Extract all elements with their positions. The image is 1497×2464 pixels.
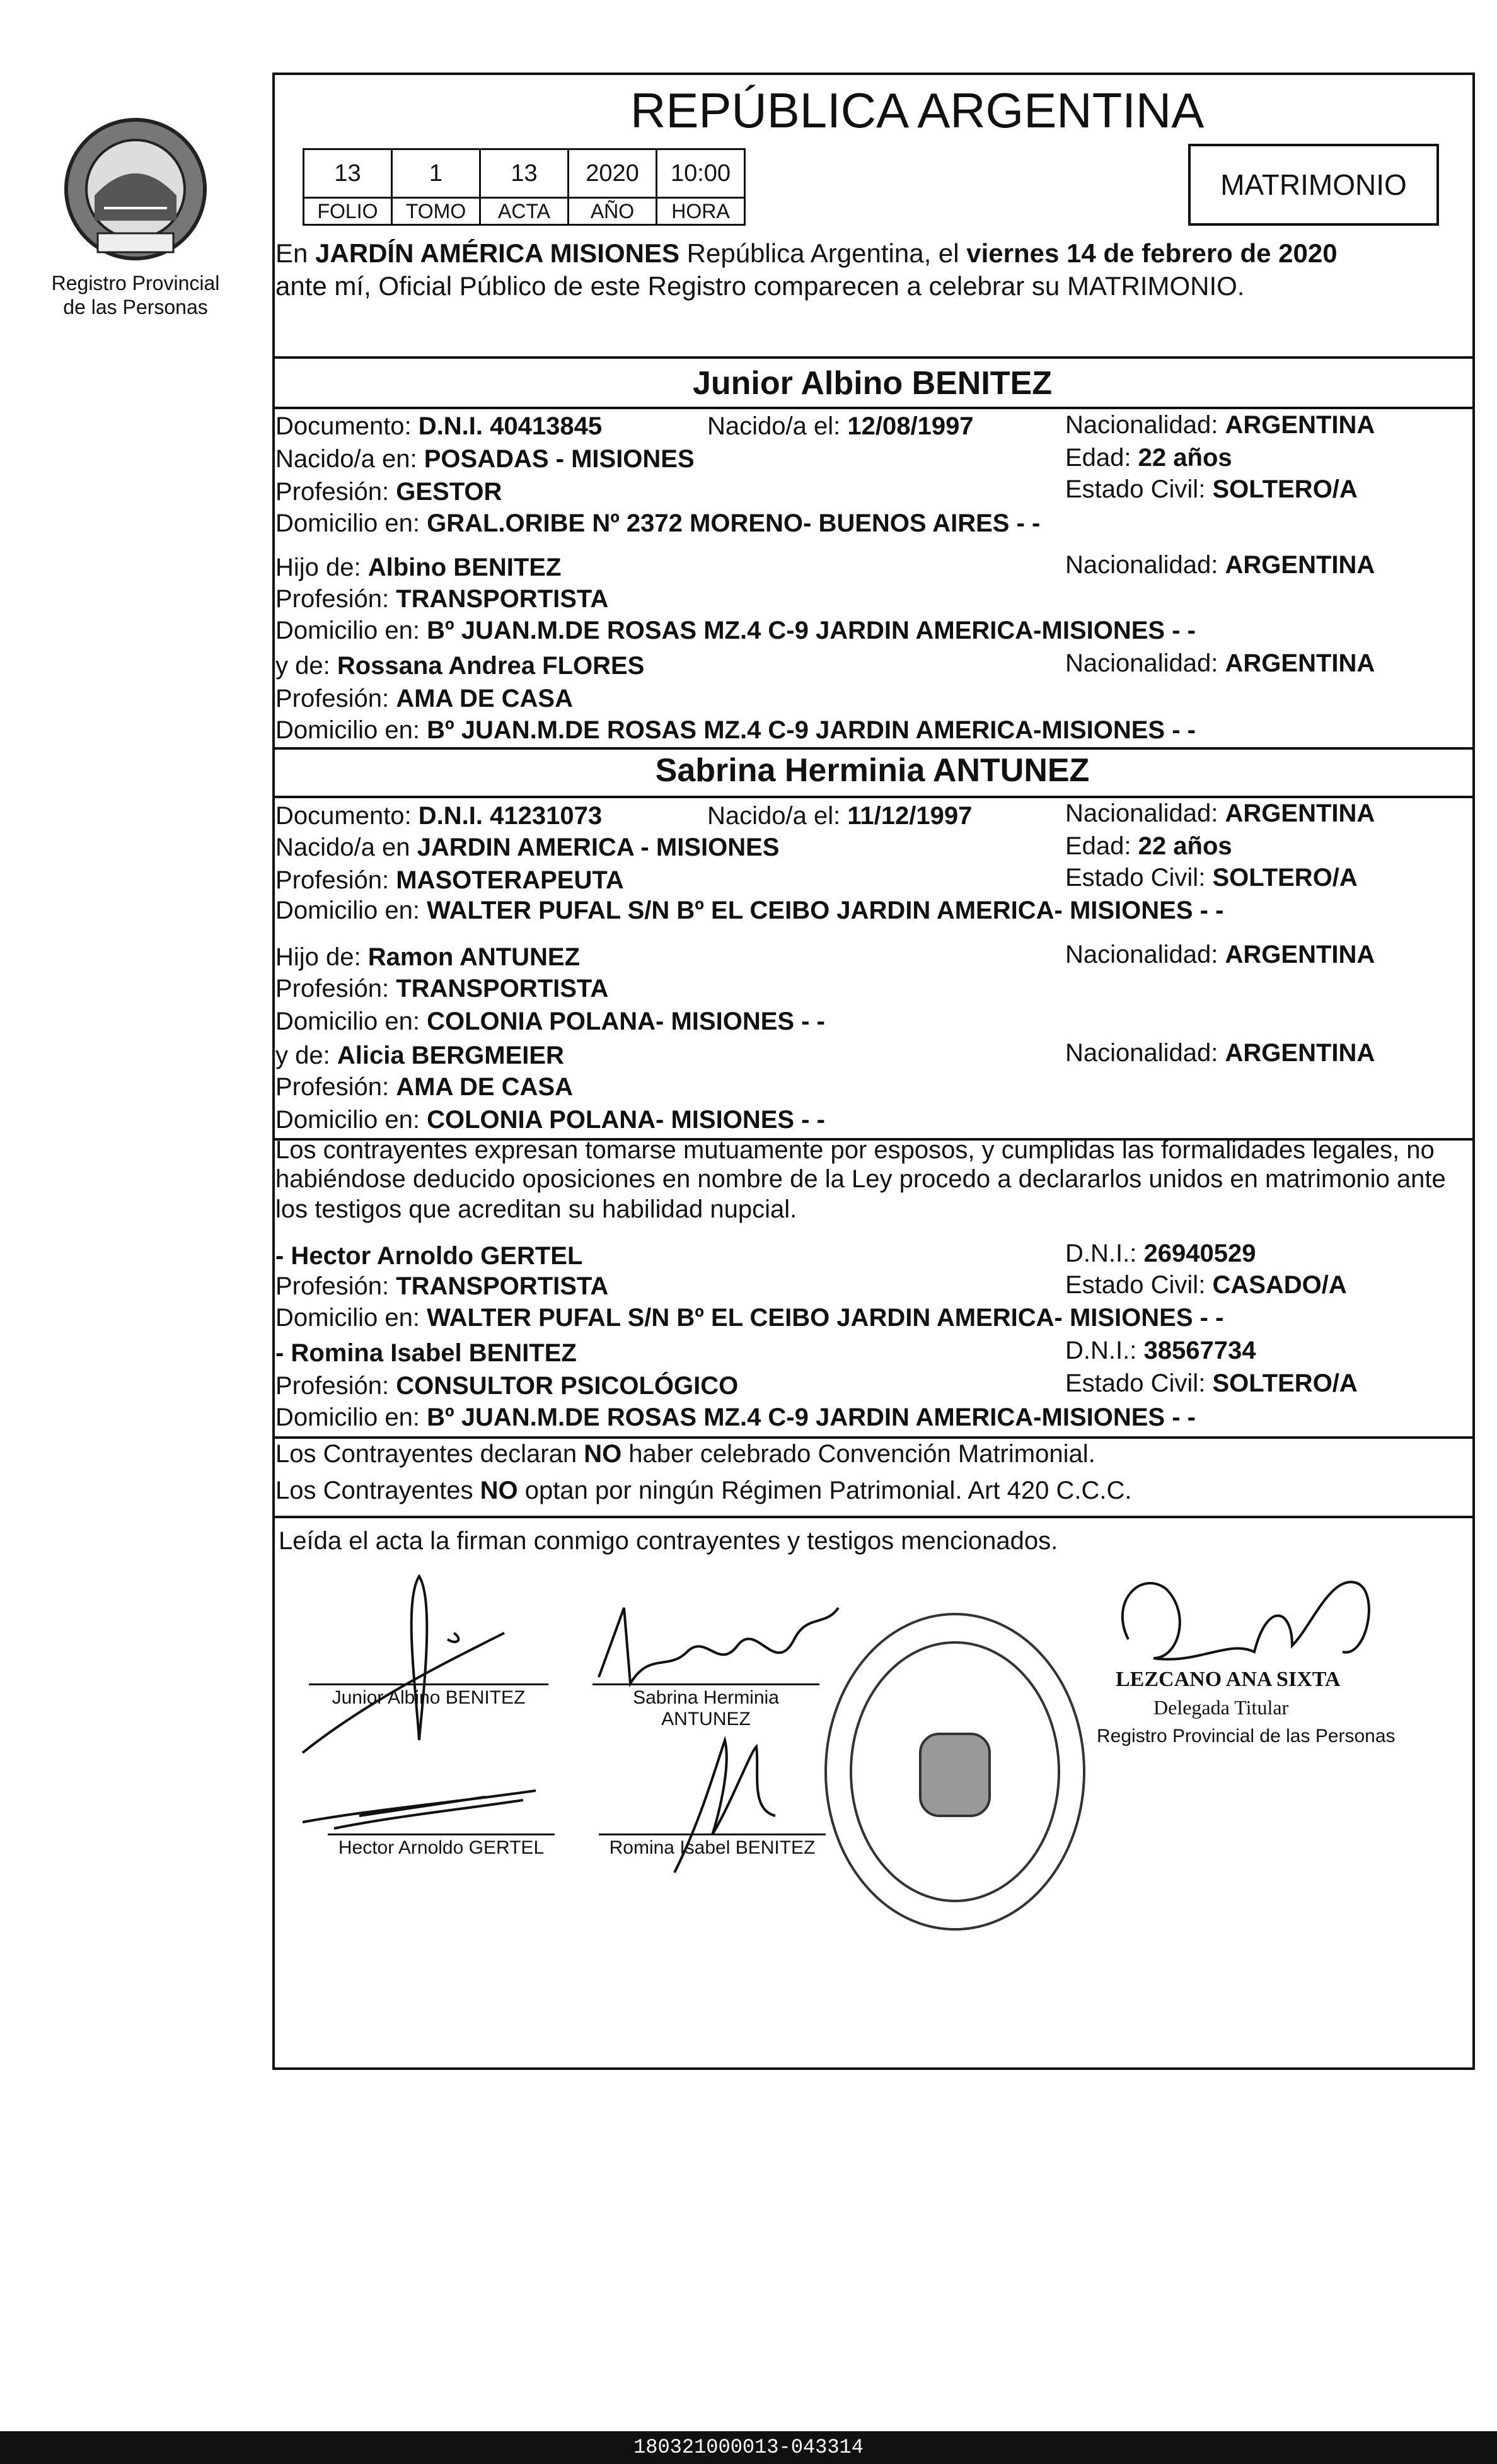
c2-mother-nat (1065, 1038, 1375, 1068)
age-label: Edad: (1065, 444, 1131, 472)
prof-label: Profesión: (275, 478, 390, 506)
c1-mother-dom-value: Bº JUAN.M.DE ROSAS MZ.4 C-9 JARDIN AMERICA-MISIONES - - (427, 716, 1196, 744)
c1-born-value: 12/08/1997 (847, 412, 974, 440)
prof-label: Profesión: (275, 1073, 390, 1101)
c2-mother-dom-value: COLONIA POLANA- MISIONES - - (427, 1106, 825, 1134)
dom-label: Domicilio en: (275, 1008, 420, 1035)
intro-line2: ante mí, Oficial Público de este Registro comparecen a celebrar su MATRIMONIO. (275, 271, 1245, 301)
c2-father-prof-value: TRANSPORTISTA (396, 975, 609, 1002)
official-stamp (819, 1608, 1090, 1936)
w1-civil-value: CASADO/A (1212, 1271, 1347, 1299)
intro-line1 (275, 238, 1338, 269)
witness1-name: - Hector Arnoldo GERTEL (275, 1242, 583, 1270)
c1-dom-value: GRAL.ORIBE Nº 2372 MORENO- BUENOS AIRES - - (427, 509, 1041, 537)
acta-label: ACTA (480, 198, 569, 225)
c2-doc-value: D.N.I. 41231073 (418, 802, 603, 830)
signature-scribble-3 (296, 1784, 561, 1835)
c1-mother-nat-value: ARGENTINA (1225, 649, 1375, 677)
closing-text: Leída el acta la firman conmigo contrayentes y testigos mencionados. (279, 1527, 1058, 1555)
born-label: Nacido/a el: (707, 802, 841, 830)
signature-line (592, 1683, 819, 1685)
c2-father-nat-value: ARGENTINA (1225, 941, 1375, 968)
registry-table (303, 148, 746, 226)
prof-label: Profesión: (275, 1372, 390, 1400)
anio-value: 2020 (569, 149, 657, 198)
father-label: Hijo de: (275, 554, 361, 581)
w2-dom-value: Bº JUAN.M.DE ROSAS MZ.4 C-9 JARDIN AMERICA-MISIONES - - (427, 1403, 1196, 1431)
w1-civil (1065, 1270, 1347, 1300)
nat-label: Nacionalidad: (1065, 551, 1218, 579)
mother-label: y de: (275, 1042, 330, 1069)
signature-line (309, 1683, 548, 1685)
c1-mother-dom (275, 715, 1196, 745)
dom-label: Domicilio en: (275, 1304, 420, 1332)
c1-father-prof (275, 584, 608, 614)
dom-label: Domicilio en: (275, 716, 420, 744)
dni-label: D.N.I.: (1065, 1240, 1137, 1267)
province-logo (60, 113, 211, 265)
nat-label: Nacionalidad: (1065, 941, 1218, 968)
logo-caption (35, 271, 236, 319)
signature-label-2b: ANTUNEZ (661, 1709, 751, 1729)
w1-dom-value: WALTER PUFAL S/N Bº EL CEIBO JARDIN AMERICA- MISIONES - - (427, 1304, 1224, 1332)
c2-nat-value: ARGENTINA (1225, 799, 1375, 827)
c2-birthplace-value: JARDIN AMERICA - MISIONES (417, 834, 780, 861)
c1-doc-value: D.N.I. 40413845 (418, 412, 603, 440)
c2-civil-value: SOLTERO/A (1212, 864, 1358, 892)
birthplace-label: Nacido/a en (275, 834, 410, 861)
w2-dni-value: 38567734 (1143, 1337, 1256, 1364)
c2-nat (1065, 798, 1375, 828)
w1-prof (275, 1271, 608, 1301)
c2-mother (275, 1040, 564, 1071)
doc-label: Documento: (275, 412, 412, 440)
signature-label-2a: Sabrina Herminia (633, 1687, 779, 1708)
c1-father-value: Albino BENITEZ (367, 554, 562, 581)
c1-father (275, 552, 561, 583)
c1-born (707, 411, 974, 441)
hora-label: HORA (657, 198, 745, 225)
c2-civil (1065, 863, 1358, 893)
c1-father-nat-value: ARGENTINA (1225, 551, 1375, 579)
signature-line (328, 1833, 555, 1835)
c1-father-dom (275, 615, 1196, 646)
prof-label: Profesión: (275, 585, 390, 613)
declaration-line2: habiéndose deducido oposiciones en nombre de la Ley procedo a declararlos unidos en matrimonio ante (275, 1165, 1446, 1193)
signature-label-4: Romina Isabel BENITEZ (609, 1837, 816, 1858)
c1-birthplace (275, 444, 695, 474)
c2-born-value: 11/12/1997 (847, 802, 973, 830)
c2-age-value: 22 años (1138, 832, 1232, 860)
dom-label: Domicilio en: (275, 1403, 420, 1431)
c1-nat (1065, 410, 1375, 440)
c1-prof-value: GESTOR (396, 478, 502, 506)
c1-civil-value: SOLTERO/A (1212, 475, 1358, 503)
convention-line1 (275, 1439, 1095, 1469)
dom-label: Domicilio en: (275, 1106, 420, 1134)
w2-dni (1065, 1335, 1256, 1366)
conv-a2: haber celebrado Convención Matrimonial. (621, 1440, 1095, 1468)
c2-age (1065, 831, 1232, 861)
intro-en: En (275, 238, 316, 268)
c1-age-value: 22 años (1138, 444, 1232, 472)
acta-value: 13 (480, 149, 569, 198)
anio-label: AÑO (569, 198, 657, 225)
c2-prof-value: MASOTERAPEUTA (396, 866, 624, 894)
c1-dom (275, 508, 1040, 538)
prof-label: Profesión: (275, 866, 390, 894)
c1-nat-value: ARGENTINA (1225, 411, 1375, 439)
doc-label: Documento: (275, 802, 412, 830)
c2-birthplace (275, 832, 779, 863)
c1-father-dom-value: Bº JUAN.M.DE ROSAS MZ.4 C-9 JARDIN AMERICA-MISIONES - - (427, 617, 1196, 644)
w1-dom (275, 1303, 1223, 1333)
intro-date: viernes 14 de febrero de 2020 (966, 238, 1338, 268)
official-name: LEZCANO ANA SIXTA (1116, 1668, 1341, 1691)
c1-mother-value: Rossana Andrea FLORES (337, 652, 645, 680)
c1-age (1065, 443, 1232, 473)
conv-a1: Los Contrayentes declaran (275, 1440, 584, 1468)
civil-label: Estado Civil: (1065, 475, 1206, 503)
contrayente2-name: Sabrina Herminia ANTUNEZ (655, 752, 1090, 789)
logo-caption-line2: de las Personas (63, 296, 208, 318)
intro-mid: República Argentina, el (679, 238, 967, 268)
w2-prof-value: CONSULTOR PSICOLÓGICO (396, 1372, 739, 1400)
c2-born (707, 801, 972, 831)
c1-father-prof-value: TRANSPORTISTA (396, 585, 609, 613)
c1-prof (275, 477, 502, 507)
nat-label: Nacionalidad: (1065, 799, 1218, 827)
c2-mother-nat-value: ARGENTINA (1225, 1039, 1375, 1067)
w1-dni-value: 26940529 (1143, 1240, 1256, 1267)
nat-label: Nacionalidad: (1065, 411, 1218, 439)
conv-b1: Los Contrayentes (275, 1477, 480, 1504)
dom-label: Domicilio en: (275, 617, 420, 644)
w2-civil (1065, 1368, 1358, 1398)
divider (272, 407, 1472, 409)
dom-label: Domicilio en: (275, 897, 420, 924)
folio-value: 13 (304, 149, 392, 198)
logo-caption-line1: Registro Provincial (51, 272, 220, 294)
mother-label: y de: (275, 652, 330, 680)
father-label: Hijo de: (275, 943, 361, 971)
c1-birthplace-value: POSADAS - MISIONES (424, 445, 695, 473)
c2-dom-value: WALTER PUFAL S/N Bº EL CEIBO JARDIN AMERICA- MISIONES - - (427, 897, 1224, 924)
prof-label: Profesión: (275, 1272, 390, 1300)
civil-label: Estado Civil: (1065, 1369, 1206, 1397)
declaration-line3: los testigos que acreditan su habilidad nupcial. (275, 1195, 797, 1223)
page-title: REPÚBLICA ARGENTINA (630, 83, 1205, 138)
c1-mother-prof (275, 683, 573, 714)
c2-father-prof (275, 973, 608, 1004)
intro-place: JARDÍN AMÉRICA MISIONES (315, 238, 679, 268)
witness2-name: - Romina Isabel BENITEZ (275, 1339, 577, 1367)
nat-label: Nacionalidad: (1065, 1039, 1218, 1067)
dom-label: Domicilio en: (275, 509, 420, 537)
divider (272, 1516, 1472, 1518)
c2-mother-prof-value: AMA DE CASA (396, 1073, 573, 1101)
tomo-value: 1 (392, 149, 480, 198)
tomo-label: TOMO (392, 198, 480, 225)
born-label: Nacido/a el: (707, 412, 841, 440)
contrayente1-name: Junior Albino BENITEZ (692, 365, 1053, 402)
divider (272, 356, 1472, 359)
civil-label: Estado Civil: (1065, 864, 1206, 892)
c2-father-dom-value: COLONIA POLANA- MISIONES - - (427, 1008, 825, 1035)
w2-civil-value: SOLTERO/A (1212, 1369, 1358, 1397)
birthplace-label: Nacido/a en: (275, 445, 417, 473)
w1-prof-value: TRANSPORTISTA (396, 1272, 609, 1300)
signature-label-3: Hector Arnoldo GERTEL (338, 1837, 545, 1858)
c2-mother-dom (275, 1105, 825, 1135)
c2-doc (275, 801, 602, 831)
nat-label: Nacionalidad: (1065, 649, 1218, 677)
age-label: Edad: (1065, 832, 1131, 860)
c1-father-nat (1065, 550, 1375, 580)
c1-mother-nat (1065, 648, 1375, 678)
c2-father-nat (1065, 939, 1375, 970)
document-code: 180321000013-043314 (0, 2431, 1497, 2464)
civil-label: Estado Civil: (1065, 1271, 1206, 1299)
c1-mother (275, 651, 644, 681)
c1-civil (1065, 474, 1358, 504)
folio-label: FOLIO (304, 198, 392, 225)
c1-mother-prof-value: AMA DE CASA (396, 685, 573, 712)
conv-b-bold: NO (480, 1477, 518, 1504)
conv-b2: optan por ningún Régimen Patrimonial. Art 420 C.C.C. (517, 1477, 1132, 1504)
w1-dni (1065, 1238, 1256, 1269)
dni-label: D.N.I.: (1065, 1337, 1137, 1364)
official-role: Delegada Titular (1153, 1696, 1289, 1719)
c2-dom (275, 895, 1223, 926)
w2-dom (275, 1402, 1196, 1432)
w2-prof (275, 1371, 738, 1401)
declaration-line1: Los contrayentes expresan tomarse mutuamente por esposos, y cumplidas las formalidades legales, no (275, 1136, 1435, 1164)
c2-prof (275, 865, 624, 895)
c2-mother-value: Alicia BERGMEIER (337, 1042, 564, 1069)
signature-label-1: Junior Albino BENITEZ (332, 1687, 526, 1708)
divider (272, 747, 1472, 750)
c2-father-dom (275, 1006, 825, 1037)
signature-line (599, 1833, 826, 1835)
prof-label: Profesión: (275, 685, 390, 712)
prof-label: Profesión: (275, 975, 390, 1002)
official-org: Registro Provincial de las Personas (1097, 1726, 1396, 1746)
conv-a-bold: NO (584, 1440, 622, 1468)
convention-line2 (275, 1475, 1132, 1506)
c1-doc (275, 411, 602, 441)
signature-scribble-1 (290, 1564, 555, 1765)
c2-father (275, 942, 580, 972)
hora-value: 10:00 (657, 149, 745, 198)
c2-mother-prof (275, 1072, 573, 1102)
act-type-box: MATRIMONIO (1188, 144, 1439, 226)
c2-father-value: Ramon ANTUNEZ (367, 943, 581, 971)
